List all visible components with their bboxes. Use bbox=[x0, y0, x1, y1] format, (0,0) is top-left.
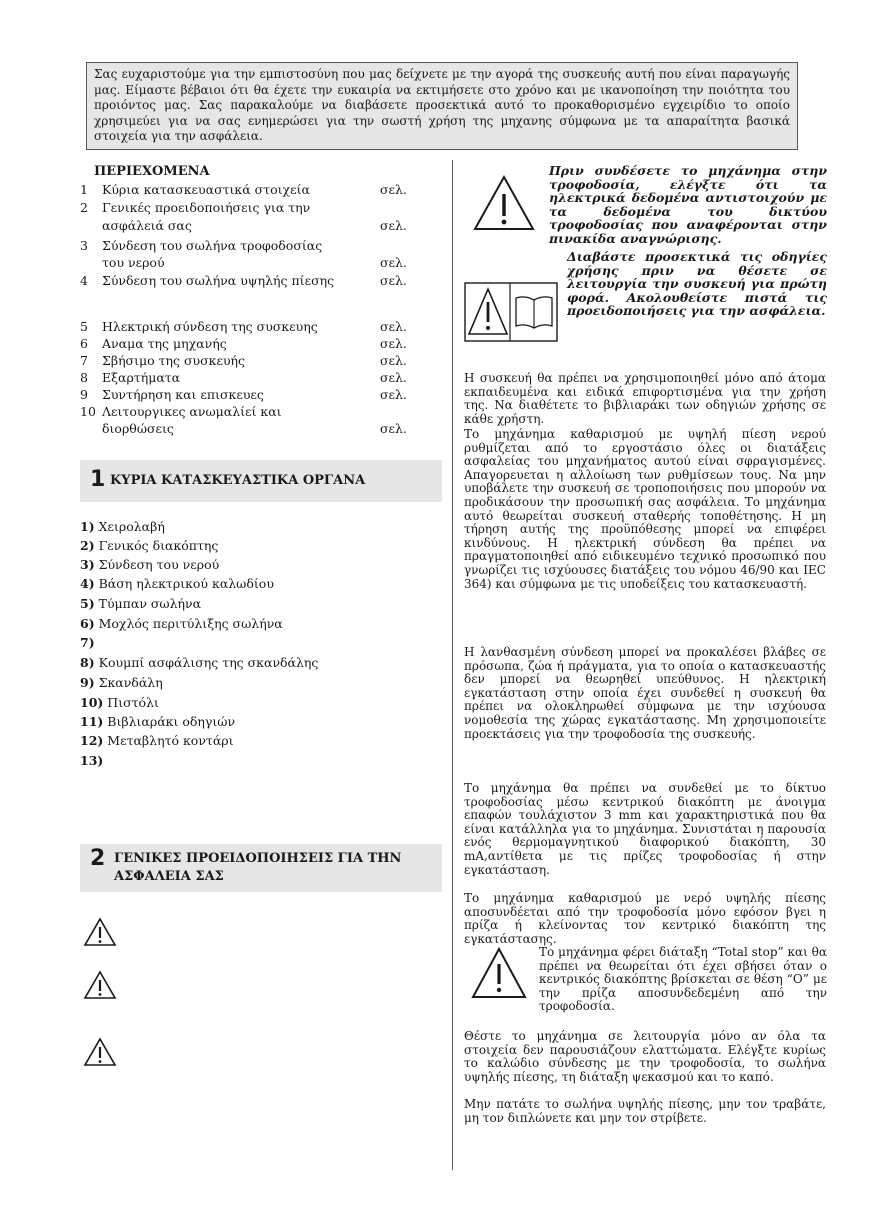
paragraph-main-switch: Το μηχάνημα θα πρέπει να συνδεθεί με το δίκτυο τροφοδοσίας μέσω κεντρικού διακόπτη με άνοιγμα επαφών τουλάχιστον 3 mm και χαρακτηριστικά που θα είναι κατάλληλα για το μηχάνημα. Συνιστάται η παρουσία ενός θερμομαγνητικού διαφορικού διακόπτη, 30 mA,αντίθετα με τις πρίζες τροφοδοσίας ή στην εγκατάσταση. bbox=[464, 781, 826, 877]
paragraph-wrong-connection: Η λανθασμένη σύνδεση μπορεί να προκαλέσει βλάβες σε πρόσωπα, ζώα ή πράγματα, για το οποία ο κατασκευαστής δεν μπορεί να θεωρηθεί υπεύθυνος. Η ηλεκτρική εγκατάσταση στην οποία έχει συνδεθεί η συσκευή θα πρέπει να ολοκληρωθεί σύμφωνα με την ισχύουσα νομοθεσία της χώρας εγκατάστασης. Μη χρησιμοποιείτε προεκτάσεις για την τροφοδοσία της συσκευής. bbox=[464, 645, 826, 741]
component-item: 3) Σύνδεση του νερού bbox=[80, 557, 220, 572]
component-item: 5) Τύμπαν σωλήνα bbox=[80, 596, 202, 611]
component-item: 4) Βάση ηλεκτρικού καλωδίου bbox=[80, 576, 274, 591]
warning-triangle-icon bbox=[83, 917, 117, 947]
component-item: 8) Κουμπί ασφάλισης της σκανδάλης bbox=[80, 655, 319, 670]
toc-item-cont: του νερού σελ. bbox=[102, 255, 407, 270]
paragraph-hose-handling: Μην πατάτε το σωλήνα υψηλής πίεσης, μην τον τραβάτε, μη τον διπλώνετε και μην τον στρίβετε. bbox=[464, 1097, 826, 1125]
paragraph-trained-users: Η συσκευή θα πρέπει να χρησιμοποιηθεί μόνο από άτομα εκπαιδευμένα και ειδικά επιφορτισμένα για την χρήση της. Να διαθέτετε το βιβλιαράκι των οδηγιών χρήσης σε κάθε χρήστη. bbox=[464, 371, 826, 426]
component-item: 12) Μεταβλητό κοντάρι bbox=[80, 733, 234, 748]
component-item: 2) Γενικός διακόπτης bbox=[80, 538, 219, 553]
toc-item: 8 Εξαρτήματα σελ. bbox=[80, 370, 407, 385]
column-divider bbox=[452, 160, 453, 1170]
paragraph-total-stop: Το μηχάνημα φέρει διάταξη “Total stop” και θα πρέπει να θεωρείται ότι έχει σβήσει όταν ο κεντρικός διακόπτης βρίσκεται σε θέση “O” με την πρίζα αποσυνδεδεμένη από την τροφοδοσία. bbox=[539, 945, 827, 1014]
toc-item: 6 Αναμα της μηχανής σελ. bbox=[80, 336, 407, 351]
section-1-number: 1 bbox=[90, 467, 106, 492]
section-2-title-line2: ΑΣΦΑΛΕΙΑ ΣΑΣ bbox=[114, 869, 224, 884]
read-manual-warning-icon bbox=[464, 282, 558, 342]
toc-item: 1 Κύρια κατασκευαστικά στοιχεία σελ. bbox=[80, 182, 407, 197]
component-item: 11) Βιβλιαράκι οδηγιών bbox=[80, 714, 236, 729]
warning-power-text: Πριν συνδέσετε το μηχάνημα στην τροφοδοσία, ελέγξτε ότι τα ηλεκτρικά δεδομένα αντιστοιχούν με τα δεδομένα του δικτύου τροφοδοσίας που αναφέρονται στην πινακίδα αναγνώρισης. bbox=[549, 163, 827, 246]
intro-text: Σας ευχαριστούμε για την εμπιστοσύνη που μας δείχνετε με την αγορά της συσκευής αυτή που είναι παραγωγής μας. Είμαστε βέβαιοι ότι θα έχετε την ευκαιρία να εκτιμήσετε στο χρόνο και με ικανοποίηση την ποιότητα του προιόντος μας. Σας παρακαλούμε να διαβάσετε προσεκτικά αυτό το προκαθορισμένο εγχειρίδιο το οποίο χρησιμεύει για να σας ενημερώσει για την σωστή χρήση της μηχανης σύμφωνα με τα απαραίτητα βασικά στοιχεία για την ασφάλεια. bbox=[94, 67, 790, 144]
toc-item: 4 Σύνδεση του σωλήνα υψηλής πίεσης σελ. bbox=[80, 273, 407, 288]
section-1-title: ΚΥΡΙΑ ΚΑΤΑΣΚΕΥΑΣΤΙΚΑ ΟΡΓΑΝΑ bbox=[110, 473, 366, 488]
warning-triangle-icon bbox=[472, 174, 536, 232]
toc-item: 3 Σύνδεση του σωλήνα τροφοδοσίας bbox=[80, 238, 323, 253]
component-item: 10) Πιστόλι bbox=[80, 695, 159, 710]
toc-item: 2 Γενικές προειδοποιήσεις για την bbox=[80, 200, 311, 215]
toc-item-cont: διορθώσεις σελ. bbox=[102, 421, 407, 436]
component-item: 13) bbox=[80, 753, 104, 768]
toc-item-cont: ασφάλειά σας σελ. bbox=[102, 218, 407, 233]
component-item: 9) Σκανδάλη bbox=[80, 675, 163, 690]
toc-title: ΠΕΡΙΕΧΟΜΕΝΑ bbox=[94, 164, 210, 179]
toc-item: 9 Συντήρηση και επισκευες σελ. bbox=[80, 387, 407, 402]
warning-triangle-icon bbox=[470, 946, 528, 1000]
section-2-number: 2 bbox=[90, 846, 106, 871]
intro-box bbox=[86, 62, 798, 150]
paragraph-check-parts: Θέστε το μηχάνημα σε λειτουργία μόνο αν όλα τα στοιχεία δεν παρουσιάζουν ελαττώματα. Ελέγξτε κυρίως το καλώδιο σύνδεσης με την τροφοδοσία, το σωλήνα υψηλής πίεσης, τη διάταξη ψεκασμού και το καπό. bbox=[464, 1029, 826, 1084]
component-item: 1) Χειρολαβή bbox=[80, 519, 165, 534]
toc-item: 7 Σβήσιμο της συσκευής σελ. bbox=[80, 353, 407, 368]
component-item: 6) Μοχλός περιτύλιξης σωλήνα bbox=[80, 616, 283, 631]
paragraph-factory-settings: Το μηχάνημα καθαρισμού με υψηλή πίεση νερού ρυθμίζεται από το εργοστάσιο όλες οι διατάξεις ασφαλείας του μηχανήματος αυτού είναι σφραγισμένες. Απαγορευεται η αλλοίωση των ρυθμίσεων τους. Να μην υποβάλετε την συσκευή σε τροποποιήσεις που μπορούν να προδικάσουν την προσωπική σας ασφάλεια. Το μηχάνημα αυτό θεωρείται συσκευή σταθερής τοποθέτησης. Η μη τήρηση αυτής της προϋπόθεσης μπορεί να επιφέρει κινδύνους. Η ηλεκτρική σύνδεση θα πρέπει να πραγματοποιηθεί από ειδικευμένο τεχνικό προσωπικό που γνωρίζει τις ισχύουσες διατάξεις του νόμου 46/90 και IEC 364) και σύμφωνα με τις υποδείξεις του κατασκευαστή. bbox=[464, 427, 826, 591]
warning-triangle-icon bbox=[83, 970, 117, 1000]
toc-item: 10 Λειτουργικες ανωμαλίεί και bbox=[80, 404, 282, 419]
section-2-title-line1: ΓΕΝΙΚΕΣ ΠΡΟΕΙΔΟΠΟΙΗΣΕΙΣ ΓΙΑ ΤΗΝ bbox=[114, 851, 402, 866]
warning-read-manual-text: Διαβάστε προσεκτικά τις οδηγίες χρήσης πριν να θέσετε σε λειτουργία την συσκευή για πρώτη φορά. Ακολουθείστε πιστά τις προειδοποιήσεις για την ασφάλεια. bbox=[567, 249, 827, 319]
warning-triangle-icon bbox=[83, 1037, 117, 1067]
section-1-header bbox=[80, 460, 442, 502]
paragraph-disconnect: Το μηχάνημα καθαρισμού με νερό υψηλής πίεσης αποσυνδέεται από την τροφοδοσία μόνο εφόσον βγει η πρίζα ή κλείνοντας τον κεντρικό διακόπτη της εγκατάστασης. bbox=[464, 891, 826, 946]
section-2-header bbox=[80, 844, 442, 892]
component-item: 7) bbox=[80, 635, 95, 650]
toc-item: 5 Ηλεκτρική σύνδεση της συσκευης σελ. bbox=[80, 319, 407, 334]
